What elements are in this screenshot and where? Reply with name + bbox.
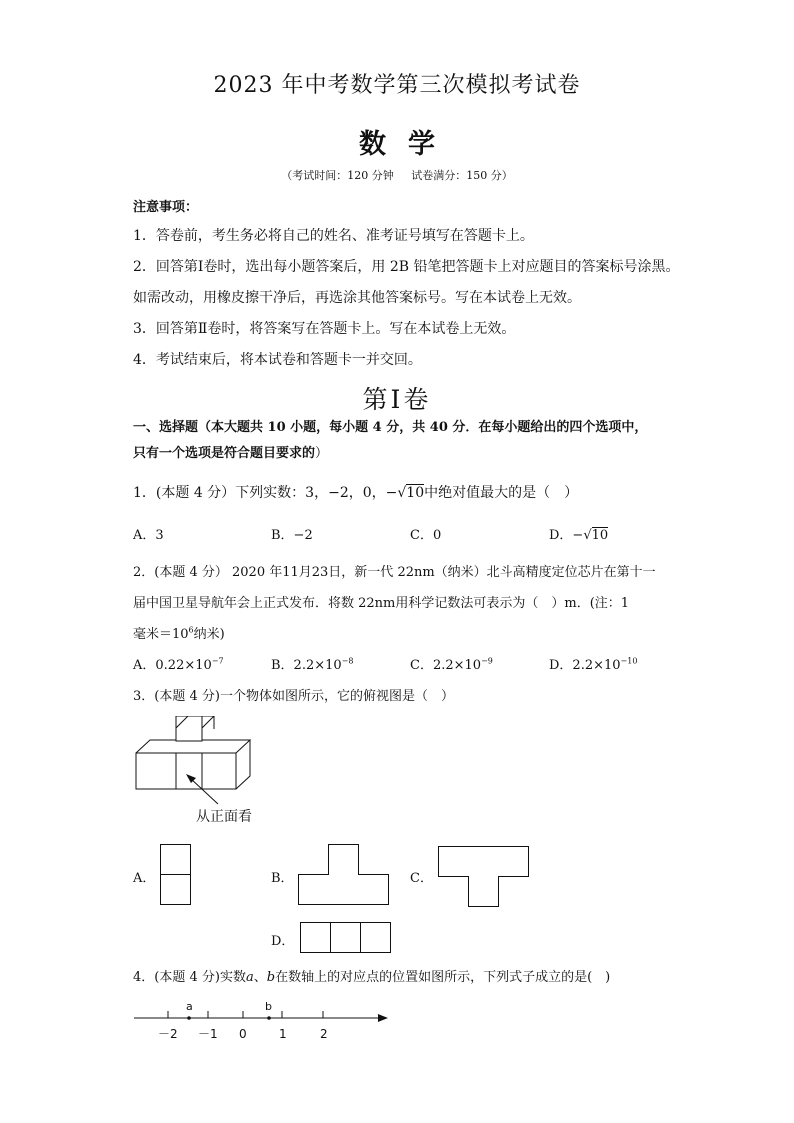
point-label-b: b [265, 1000, 272, 1013]
q1-option-c: C．0 [410, 528, 442, 543]
section-line-1: 一、选择题（本大题共 10 小题，每小题 4 分，共 40 分．在每小题给出的四个选项中， [133, 420, 648, 435]
notice-heading: 注意事项： [133, 200, 199, 215]
notice-item: 如需改动，用橡皮擦干净后，再选涂其他答案标号。写在本试卷上无效。 [133, 290, 581, 306]
sqrt-symbol: √ [583, 528, 592, 543]
q3-option-c-label: C． [410, 871, 433, 886]
point-label-a: a [186, 1000, 193, 1013]
q3-option-b-label: B． [271, 871, 294, 886]
notice-item: 1．答卷前，考生务必将自己的姓名、准考证号填写在答题卡上。 [133, 228, 534, 244]
q1-option-d: D．−√10 [549, 528, 609, 543]
tick-label: 0 [239, 1027, 247, 1041]
q3-option-c-figure [438, 846, 532, 909]
q2-option-c: C．$2.2\times 10^{-9}$ [410, 656, 493, 673]
figure-label: 从正面看 [196, 809, 252, 825]
q3-option-a-figure [160, 844, 192, 907]
question-2-line-2: 届中国卫星导航年会上正式发布．将数 22nm用科学记数法可表示为（ ）m．(注：1 [133, 596, 630, 611]
q3-option-d-figure [300, 922, 393, 955]
tick-label: －2 [158, 1027, 178, 1041]
q1-option-b: B．−2 [271, 528, 313, 543]
q4-number-line [130, 994, 395, 1044]
point-a [187, 1016, 191, 1020]
arrow-head-icon [378, 1014, 388, 1022]
sqrt-symbol: √ [397, 485, 407, 501]
question-2-line-1: 2．(本题 4 分） 2020 年11月23日，新一代 22nm（纳米）北斗高精度定位芯片在第十一 [133, 565, 656, 580]
exam-meta [0, 167, 794, 183]
exam-score: 试卷满分：150 分） [411, 169, 513, 182]
notice-item: 3．回答第Ⅱ卷时，将答案写在答题卡上。写在本试卷上无效。 [133, 321, 516, 337]
point-b [267, 1016, 271, 1020]
volume-title: 第Ⅰ卷 [362, 385, 432, 414]
exam-time: （考试时间：120 分钟 [281, 169, 394, 182]
question-2-line-3: 毫米$=10^6$纳米) [133, 625, 225, 642]
q2-option-b: B．$2.2\times 10^{-8}$ [271, 656, 354, 673]
tick-label: 1 [279, 1027, 287, 1041]
subject-title: 数学 [359, 129, 457, 160]
q3-option-d-label: D． [271, 934, 295, 949]
section-line-2: 只有一个选项是符合题目要求的） [133, 446, 329, 461]
notice-item: 4．考试结束后，将本试卷和答题卡一并交回。 [133, 352, 422, 368]
question-4-stem: 4．(本题 4 分)实数a、b在数轴上的对应点的位置如图所示，下列式子成立的是( ) [133, 970, 611, 985]
exam-title: 2023 年中考数学第三次模拟考试卷 [213, 73, 581, 98]
notice-item: 2．回答第Ⅰ卷时，选出每小题答案后，用 2B 铅笔把答题卡上对应题目的答案标号涂黑。 [133, 259, 680, 275]
question-3-stem: 3．(本题 4 分)一个物体如图所示，它的俯视图是（ ） [133, 689, 454, 704]
q3-option-a-label: A． [133, 871, 156, 886]
q3-option-b-figure [298, 844, 392, 907]
tick-label: 2 [320, 1027, 328, 1041]
q1-option-a: A．3 [133, 528, 164, 543]
tick-label: －1 [198, 1027, 218, 1041]
question-1-stem: 1．(本题 4 分）下列实数：3，−2，0，−√10中绝对值最大的是（ ） [133, 485, 579, 501]
q2-option-d: D．$2.2\times 10^{-10}$ [549, 656, 638, 673]
q2-option-a: A．$0.22\times 10^{-7}$ [133, 656, 224, 673]
